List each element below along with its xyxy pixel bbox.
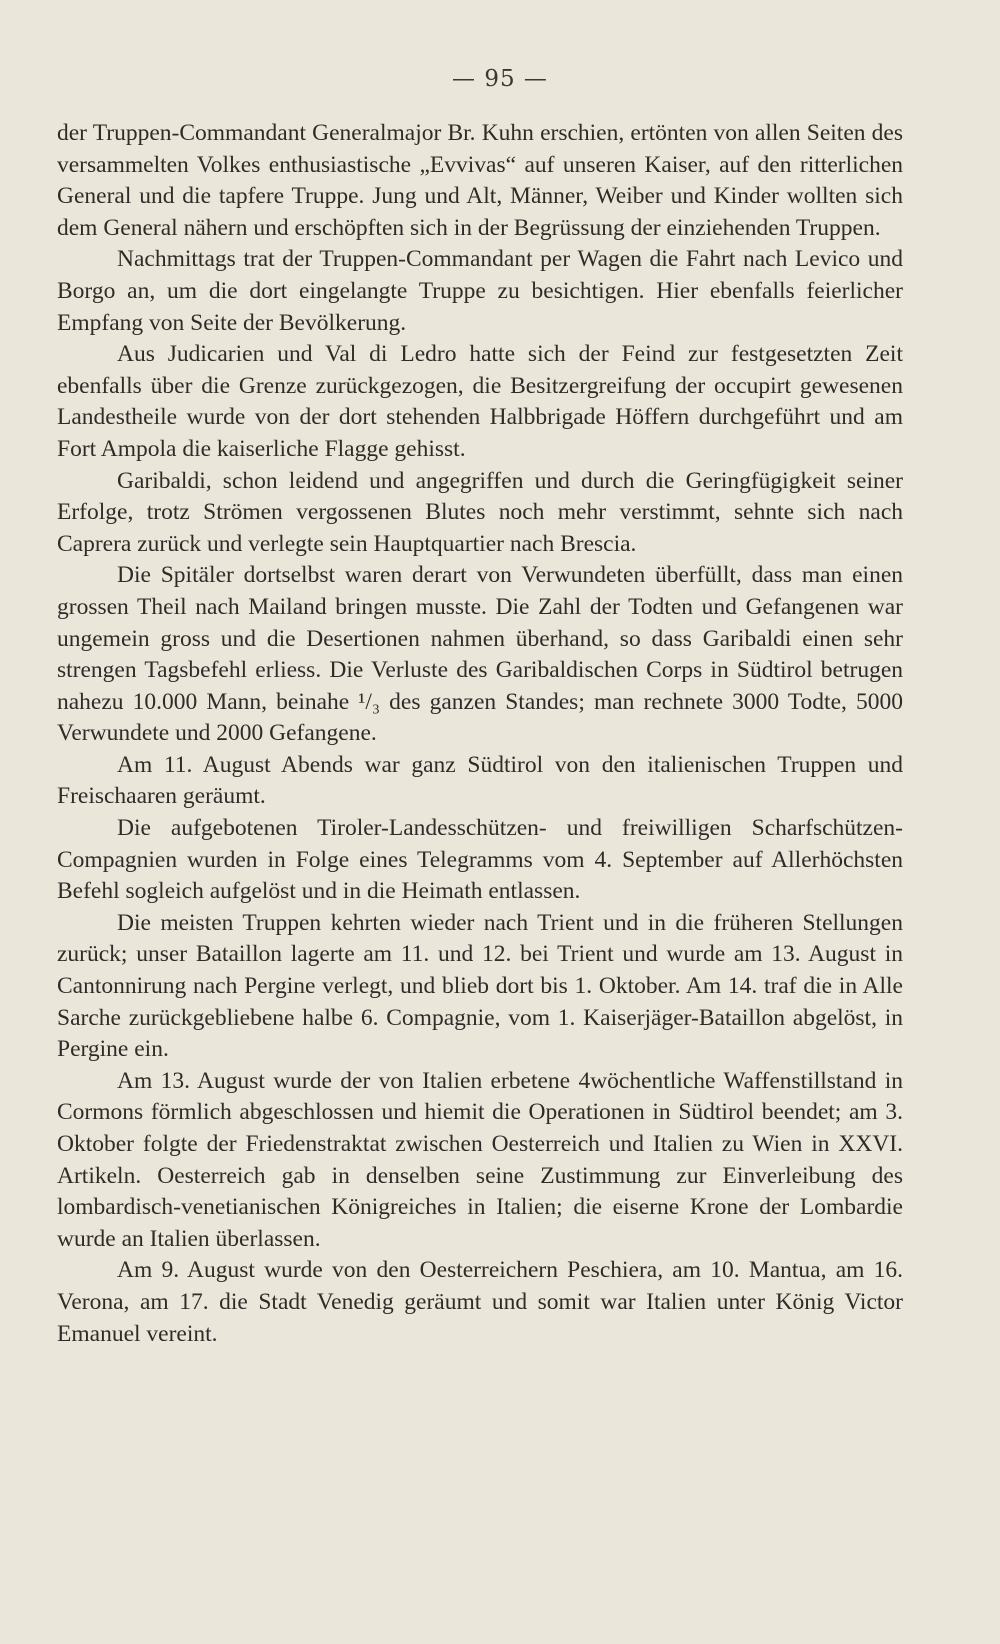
page-body-text [57, 118, 903, 1350]
paragraph-8: Die meisten Truppen kehrten wieder nach Trient und in die früheren Stellungen zurück; unser Bataillon lagerte am 11. und 12. bei Trient und wurde am 13. August in Cantonnirung nach Pergine verlegt, und blieb dort bis 1. Oktober. Am 14. traf die in Alle Sarche zurückgebliebene halbe 6. Compagnie, vom 1. Kaiserjäger-Bataillon abgelöst, in Pergine ein. [57, 909, 903, 1063]
paragraph-1: der Truppen-Commandant Generalmajor Br. Kuhn erschien, ertönten von allen Seiten des versammelten Volkes enthusiastische „Evvivas“ auf unseren Kaiser, auf den ritterlichen General und die tapfere Truppe. Jung und Alt, Männer, Weiber und Kinder wollten sich dem General nähern und erschöpften sich in der Begrüssung der einziehenden Truppen. [57, 120, 903, 241]
paragraph-2: Nachmittags trat der Truppen-Commandant per Wagen die Fahrt nach Levico und Borgo an, um die dort eingelangte Truppe zu besichtigen. Hier ebenfalls feierlicher Empfang von Seite der Bevölkerung. [57, 246, 903, 336]
paragraph-5: Die Spitäler dortselbst waren derart von Verwundeten überfüllt, dass man einen grossen Theil nach Mailand bringen musste. Die Zahl der Todten und Gefangenen war ungemein gross und die Desertionen nahmen überhand, so dass Garibaldi einen sehr strengen Tagsbefehl erliess. Die Verluste des Garibaldischen Corps in Südtirol betrugen nahezu 10.000 Mann, beinahe ¹/₃ des ganzen Standes; man rechnete 3000 Todte, 5000 Verwundete und 2000 Gefangene. [57, 562, 903, 747]
paragraph-4: Garibaldi, schon leidend und angegriffen und durch die Geringfügigkeit seiner Erfolge, trotz Strömen vergossenen Blutes noch mehr verstimmt, sehnte sich nach Caprera zurück und verlegte sein Hauptquartier nach Brescia. [57, 467, 903, 557]
paragraph-6: Am 11. August Abends war ganz Südtirol von den italienischen Truppen und Freischaaren geräumt. [57, 751, 903, 810]
page-number: — 95 — [452, 66, 548, 92]
paragraph-7: Die aufgebotenen Tiroler-Landesschützen- und freiwilligen Scharfschützen-Compagnien wurden in Folge eines Telegramms vom 4. September auf Allerhöchsten Befehl sogleich aufgelöst und in die Heimath entlassen. [57, 815, 903, 905]
paragraph-3: Aus Judicarien und Val di Ledro hatte sich der Feind zur festgesetzten Zeit ebenfalls über die Grenze zurückgezogen, die Besitzergreifung der occupirt gewesenen Landestheile wurde von der dort stehenden Halbbrigade Höffern durchgeführt und am Fort Ampola die kaiserliche Flagge gehisst. [57, 341, 903, 462]
paragraph-9: Am 13. August wurde der von Italien erbetene 4wöchentliche Waffenstillstand in Cormons förmlich abgeschlossen und hiemit die Operationen in Südtirol beendet; am 3. Oktober folgte der Friedenstraktat zwischen Oesterreich und Italien zu Wien in XXVI. Artikeln. Oesterreich gab in denselben seine Zustimmung zur Einverleibung des lombardisch-venetianischen Königreiches in Italien; die eiserne Krone der Lombardie wurde an Italien überlassen. [57, 1067, 903, 1252]
paragraph-10: Am 9. August wurde von den Oesterreichern Peschiera, am 10. Mantua, am 16. Verona, am 17. die Stadt Venedig geräumt und somit war Italien unter König Victor Emanuel vereint. [57, 1257, 903, 1347]
